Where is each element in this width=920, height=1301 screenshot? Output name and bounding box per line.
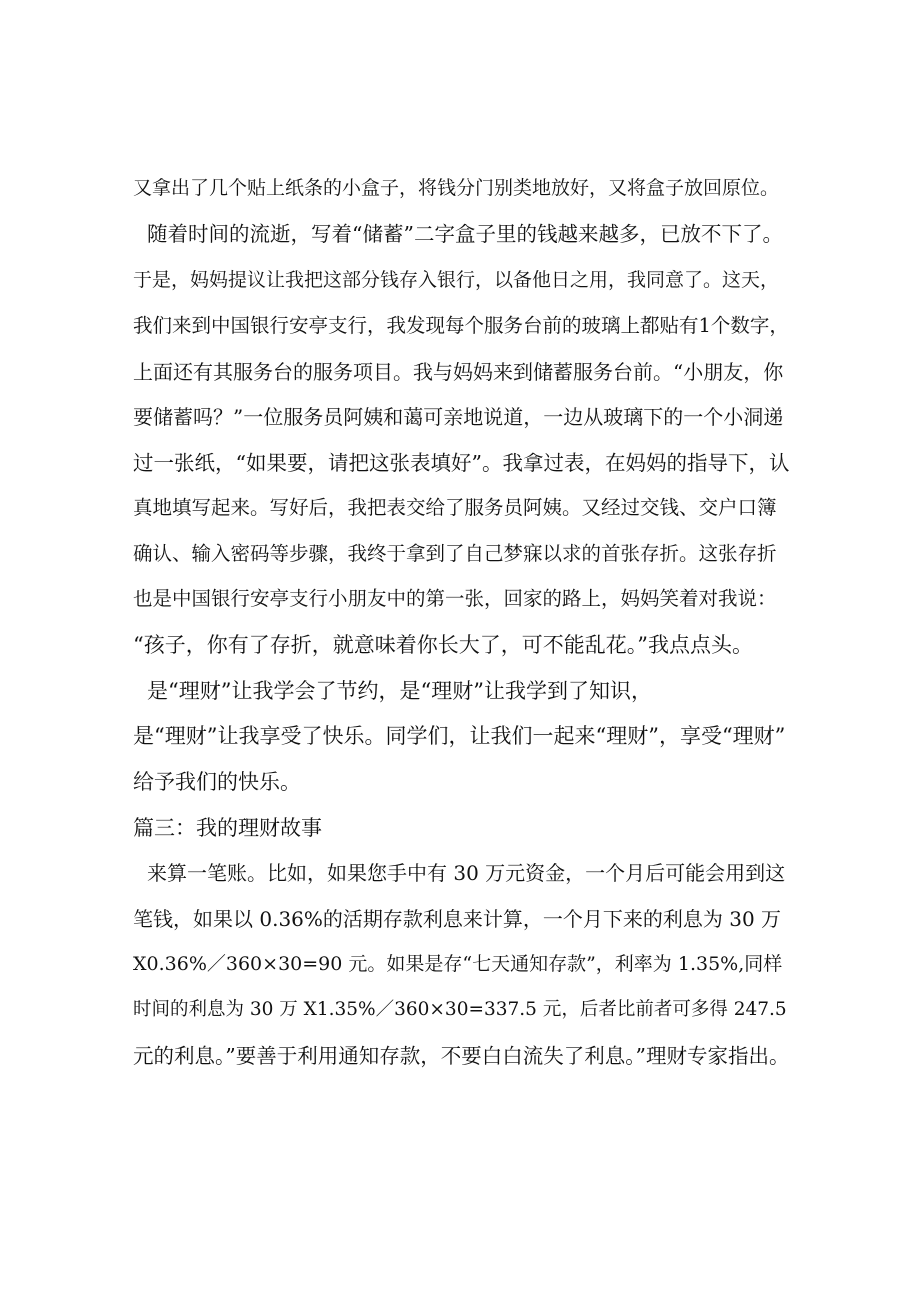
text-line: 是“理财”让我学会了节约，是“理财”让我学到了知识， xyxy=(147,679,652,703)
text-line: 笔钱，如果以 0.36%的活期存款利息来计算，一个月下来的利息为 30 万 xyxy=(133,907,782,931)
text-line: 来算一笔账。比如，如果您手中有 30 万元资金，一个月后可能会用到这 xyxy=(147,861,786,885)
text-line: 随着时间的流逝，写着“储蓄”二字盒子里的钱越来越多，已放不下了。 xyxy=(147,222,783,246)
text-line: “孩子，你有了存折，就意味着你长大了，可不能乱花。”我点点头。 xyxy=(133,633,753,657)
text-line: 时间的利息为 30 万 X1.35%／360×30=337.5 元，后者比前者可多得 247.5 xyxy=(133,999,787,1020)
text-line: 上面还有其服务台的服务项目。我与妈妈来到储蓄服务台前。“小朋友，你 xyxy=(133,360,784,384)
text-line: 确认、输入密码等步骤，我终于拿到了自己梦寐以求的首张存折。这张存折 xyxy=(133,542,777,565)
text-line: 是“理财”让我享受了快乐。同学们，让我们一起来“理财”，享受“理财” xyxy=(133,724,786,748)
section-heading: 篇三：我的理财故事 xyxy=(133,816,322,840)
text-line: 过一张纸，“如果要，请把这张表填好”。我拿过表，在妈妈的指导下，认 xyxy=(133,451,790,475)
text-line: 于是，妈妈提议让我把这部分钱存入银行，以备他日之用，我同意了。这天， xyxy=(133,269,780,291)
text-line: 给予我们的快乐。 xyxy=(133,770,301,794)
text-line: 元的利息。”要善于利用通知存款，不要白白流失了利息。”理财专家指出。 xyxy=(133,1044,790,1068)
text-line: 又拿出了几个贴上纸条的小盒子，将钱分门别类地放好，又将盒子放回原位。 xyxy=(133,177,780,199)
text-line: 也是中国银行安亭支行小朋友中的第一张，回家的路上，妈妈笑着对我说： xyxy=(133,587,777,610)
text-line: 真地填写起来。写好后，我把表交给了服务员阿姨。又经过交钱、交户口簿 xyxy=(133,496,777,519)
text-line: 要储蓄吗？”一位服务员阿姨和蔼可亲地说道，一边从玻璃下的一个小洞递 xyxy=(133,405,784,429)
text-line: X0.36%／360×30=90 元。如果是存“七天通知存款”，利率为 1.35%,同样 xyxy=(133,953,783,975)
text-line: 我们来到中国银行安亭支行，我发现每个服务台前的玻璃上都贴有1个数字， xyxy=(133,314,789,337)
